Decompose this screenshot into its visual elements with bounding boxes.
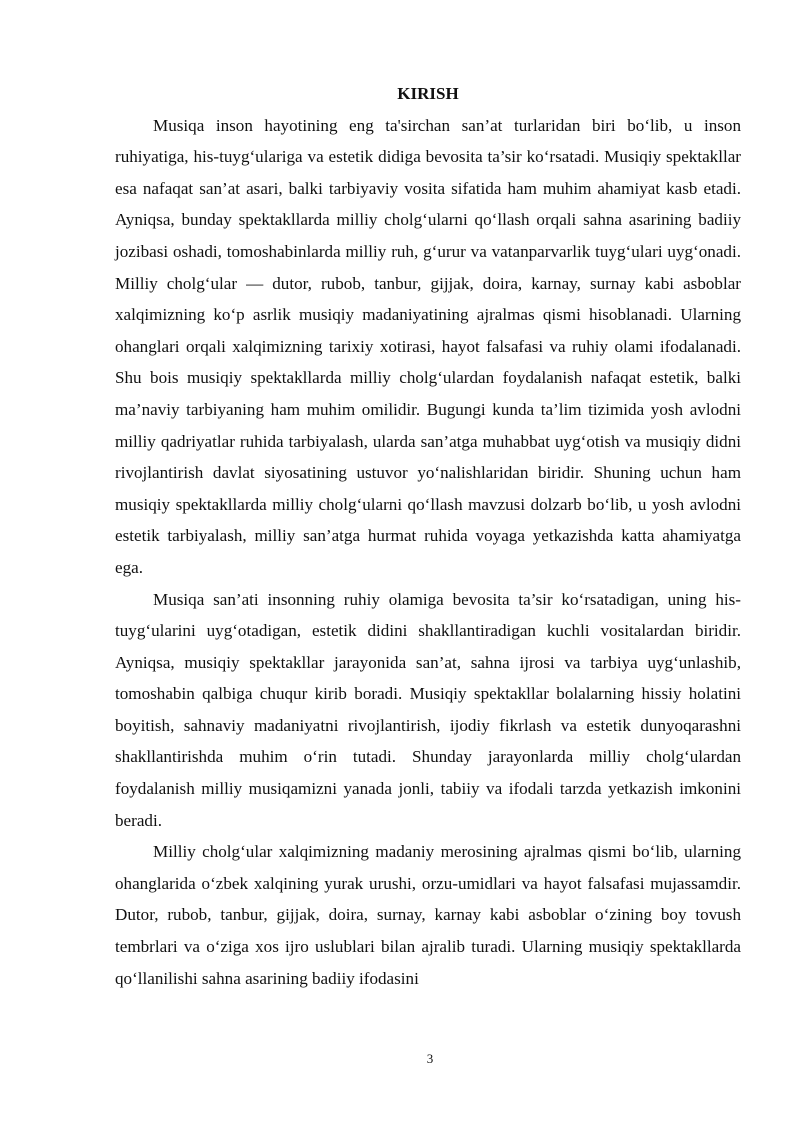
paragraph-1: Musiqa inson hayotining eng ta'sirchan san’at turlaridan biri bo‘lib, u inson ruhiyatiga, his-tuyg‘ulariga va estetik didiga bevosita ta’sir ko‘rsatadi. Musiqiy spektakllar esa nafaqat san’at asari, balki tarbiyaviy vosita sifatida ham muhim ahamiyat kasb etadi. Ayniqsa, bunday spektakllarda milliy cholg‘ularni qo‘llash orqali sahna asarining badiiy jozibasi oshadi, tomoshabinlarda milliy ruh, g‘urur va vatanparvarlik tuyg‘ulari uyg‘onadi. Milliy cholg‘ular — dutor, rubob, tanbur, gijjak, doira, karnay, surnay kabi asboblar xalqimizning ko‘p asrlik musiqiy madaniyatining ajralmas qismi hisoblanadi. Ularning ohanglari orqali xalqimizning tarixiy xotirasi, hayot falsafasi va ruhiy olami ifodalanadi. Shu bois musiqiy spektakllarda milliy cholg‘ulardan foydalanish nafaqat estetik, balki ma’naviy tarbiyaning ham muhim omilidir. Bugungi kunda ta’lim tizimida yosh avlodni milliy qadriyatlar ruhida tarbiyalash, ularda san’atga muhabbat uyg‘otish va musiqiy didni rivojlantirish davlat siyosatining ustuvor yo‘nalishlaridan biridir. Shuning uchun ham musiqiy spektakllarda milliy cholg‘ularni qo‘llash mavzusi dolzarb bo‘lib, u yosh avlodni estetik tarbiyalash, milliy san’atga hurmat ruhida voyaga yetkazishda katta ahamiyatga ega.: [115, 115, 741, 577]
paragraph-2: Musiqa san’ati insonning ruhiy olamiga bevosita ta’sir ko‘rsatadigan, uning his-tuyg‘ularini uyg‘otadigan, estetik didini shakllantiradigan kuchli vositalardan biridir. Ayniqsa, musiqiy spektakllar jarayonida san’at, sahna ijrosi va tarbiya uyg‘unlashib, tomoshabin qalbiga chuqur kirib boradi. Musiqiy spektakllar bolalarning hissiy holatini boyitish, sahnaviy madaniyatni rivojlantirish, ijodiy fikrlash va estetik dunyoqarashni shakllantirishda muhim o‘rin tutadi. Shunday jarayonlarda milliy cholg‘ulardan foydalanish milliy musiqamizni yanada jonli, tabiiy va ifodali tarzda yetkazish imkonini beradi.: [115, 589, 741, 830]
page-number: 3: [426, 1051, 434, 1066]
section-title: KIRISH: [397, 84, 459, 103]
paragraph-3: Milliy cholg‘ular xalqimizning madaniy merosining ajralmas qismi bo‘lib, ularning ohanglarida o‘zbek xalqining yurak urushi, orzu-umidlari va hayot falsafasi mujassamdir. Dutor, rubob, tanbur, gijjak, doira, surnay, karnay kabi asboblar o‘zining boy tovush tembrlari va o‘ziga xos ijro uslublari bilan ajralib turadi. Ularning musiqiy spektakllarda qo‘llanilishi sahna asarining badiiy ifodasini: [115, 842, 741, 988]
page-body: [115, 78, 741, 994]
